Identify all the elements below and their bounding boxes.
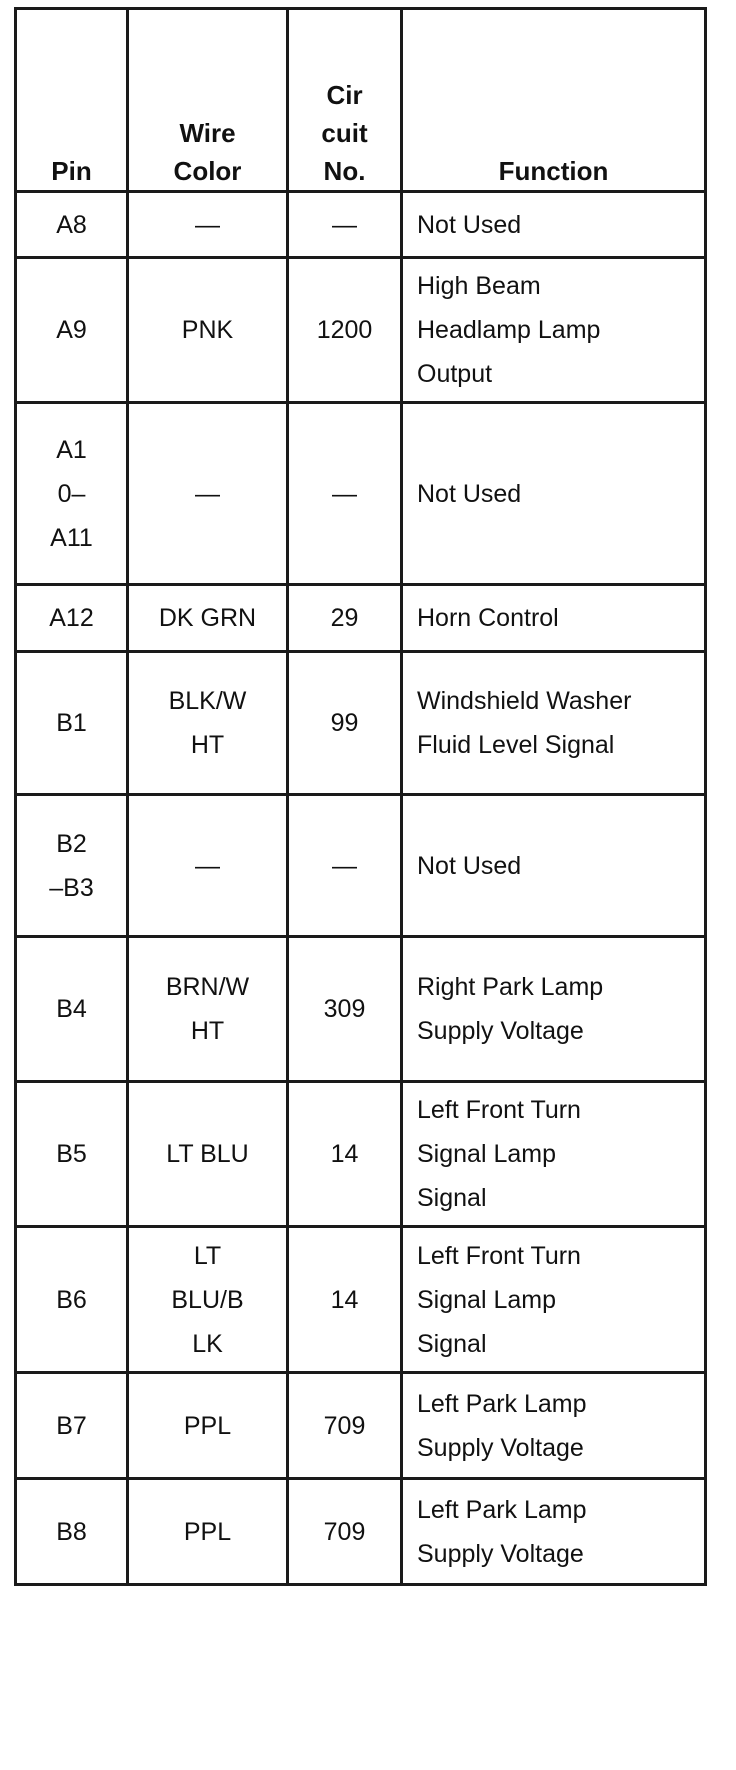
function-cell: Left Front Turn Signal Lamp Signal	[402, 1227, 706, 1373]
function-cell: Not Used	[402, 403, 706, 585]
circuit-cell: 99	[288, 652, 402, 795]
header-row	[16, 9, 706, 192]
wire-color-cell: BLK/W HT	[128, 652, 288, 795]
table-row	[16, 937, 706, 1082]
wire-color-cell: LT BLU/B LK	[128, 1227, 288, 1373]
pin-cell: B5	[16, 1082, 128, 1227]
table-row	[16, 1227, 706, 1373]
pin-cell: B6	[16, 1227, 128, 1373]
function-cell: Horn Control	[402, 585, 706, 652]
pin-cell: B4	[16, 937, 128, 1082]
function-cell: Left Park Lamp Supply Voltage	[402, 1479, 706, 1585]
wire-color-cell: PPL	[128, 1479, 288, 1585]
pin-cell: B8	[16, 1479, 128, 1585]
header-pin: Pin	[16, 9, 128, 192]
wire-color-cell: —	[128, 403, 288, 585]
circuit-cell: —	[288, 403, 402, 585]
table-row	[16, 258, 706, 403]
wire-color-cell: PNK	[128, 258, 288, 403]
circuit-cell: 14	[288, 1082, 402, 1227]
table-row	[16, 652, 706, 795]
circuit-cell: 709	[288, 1373, 402, 1479]
table-row	[16, 795, 706, 937]
circuit-cell: 709	[288, 1479, 402, 1585]
wire-color-cell: LT BLU	[128, 1082, 288, 1227]
circuit-cell: —	[288, 192, 402, 258]
table-body	[16, 192, 706, 1585]
circuit-cell: 29	[288, 585, 402, 652]
circuit-cell: 14	[288, 1227, 402, 1373]
function-cell: Left Park Lamp Supply Voltage	[402, 1373, 706, 1479]
pin-cell: B7	[16, 1373, 128, 1479]
circuit-cell: 1200	[288, 258, 402, 403]
table-row	[16, 585, 706, 652]
function-cell: Left Front Turn Signal Lamp Signal	[402, 1082, 706, 1227]
function-cell: Windshield Washer Fluid Level Signal	[402, 652, 706, 795]
wire-color-cell: —	[128, 192, 288, 258]
wire-color-cell: DK GRN	[128, 585, 288, 652]
pin-cell: A8	[16, 192, 128, 258]
header-function: Function	[402, 9, 706, 192]
header-circuit-no: Cir cuit No.	[288, 9, 402, 192]
wire-color-cell: BRN/W HT	[128, 937, 288, 1082]
pin-cell: A1 0– A11	[16, 403, 128, 585]
table-row	[16, 403, 706, 585]
function-cell: Right Park Lamp Supply Voltage	[402, 937, 706, 1082]
function-cell: High Beam Headlamp Lamp Output	[402, 258, 706, 403]
pinout-table	[14, 7, 707, 1586]
header-wire-color: Wire Color	[128, 9, 288, 192]
function-cell: Not Used	[402, 795, 706, 937]
circuit-cell: 309	[288, 937, 402, 1082]
pin-cell: B1	[16, 652, 128, 795]
pin-cell: B2 –B3	[16, 795, 128, 937]
pin-cell: A12	[16, 585, 128, 652]
table-row	[16, 1479, 706, 1585]
wire-color-cell: —	[128, 795, 288, 937]
table-row	[16, 1082, 706, 1227]
pin-cell: A9	[16, 258, 128, 403]
table-row	[16, 192, 706, 258]
wire-color-cell: PPL	[128, 1373, 288, 1479]
circuit-cell: —	[288, 795, 402, 937]
table-row	[16, 1373, 706, 1479]
function-cell: Not Used	[402, 192, 706, 258]
table-header	[16, 9, 706, 192]
